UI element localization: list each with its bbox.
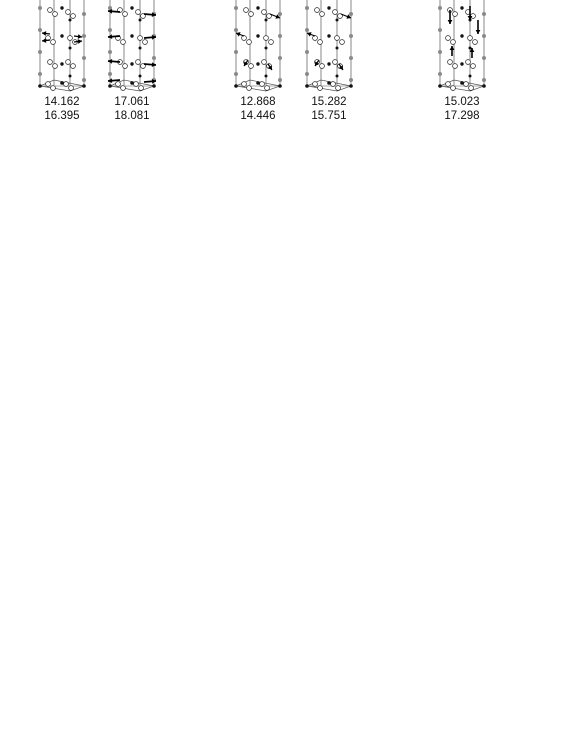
p5-inner-atom-1	[469, 47, 472, 50]
p1-arrow-left-0-head	[42, 31, 46, 36]
p2-open-atom-b-2	[121, 40, 126, 45]
p3-open-atom-b-0	[249, 12, 254, 17]
p3-base-atom-1	[278, 84, 282, 88]
freq-label-p5-top: 15.023	[444, 96, 480, 108]
p2-base-atom-0	[108, 84, 112, 88]
p4-side-atom-1-0	[349, 12, 353, 16]
p4-base-atom-2	[327, 81, 331, 85]
p2-center-atom-1	[130, 34, 133, 37]
p4-side-atom-0-2	[305, 50, 309, 54]
p1-open-atom-a-6	[46, 82, 51, 87]
p3-side-atom-1-1	[278, 34, 282, 38]
p4-side-atom-0-1	[305, 28, 309, 32]
p1-arrow-right-1-head	[78, 39, 82, 44]
p3-center-atom-2	[256, 62, 259, 65]
p4-side-atom-1-3	[349, 78, 353, 82]
p4-inner-atom-0	[336, 19, 339, 22]
p4-open-atom-a-3	[335, 36, 340, 41]
p4-side-atom-1-2	[349, 56, 353, 60]
p3-open-atom-a-2	[242, 36, 247, 41]
p2-side-atom-0-1	[108, 28, 112, 32]
p5-base-atom-0	[438, 84, 442, 88]
phonon-mode-figure	[0, 0, 581, 130]
freq-label-p5-bottom: 17.298	[444, 110, 480, 122]
p3-side-atom-0-2	[234, 50, 238, 54]
p5-open-atom-b-7	[469, 86, 474, 91]
p1-open-atom-a-4	[48, 60, 53, 65]
p1-inner-atom-0	[69, 19, 72, 22]
p4-center-atom-0	[327, 6, 330, 9]
p4-side-atom-0-3	[305, 72, 309, 76]
p2-open-atom-a-1	[136, 10, 141, 15]
p2-open-atom-b-4	[123, 64, 128, 69]
p1-inner-atom-2	[69, 75, 72, 78]
p5-center-atom-1	[460, 34, 463, 37]
p5-open-atom-a-5	[466, 60, 471, 65]
p4-open-atom-b-7	[336, 86, 341, 91]
p3-center-atom-1	[256, 34, 259, 37]
p5-base-atom-2	[460, 81, 464, 85]
p1-open-atom-a-0	[48, 8, 53, 13]
p3-inner-atom-1	[265, 47, 268, 50]
p5-inner-atom-2	[469, 75, 472, 78]
p2-inner-atom-2	[139, 75, 142, 78]
freq-label-p4-top: 15.282	[311, 96, 347, 108]
p1-base-atom-0	[38, 84, 42, 88]
p1-side-atom-1-2	[82, 56, 86, 60]
p3-inner-atom-0	[265, 19, 268, 22]
p1-open-atom-a-1	[66, 10, 71, 15]
p4-open-atom-a-1	[333, 10, 338, 15]
p2-base-atom-1	[152, 84, 156, 88]
p1-side-atom-0-3	[38, 72, 42, 76]
p3-side-atom-1-0	[278, 12, 282, 16]
p4-side-atom-0-0	[305, 6, 309, 10]
p4-open-atom-b-3	[340, 40, 345, 45]
p5-open-atom-b-6	[451, 86, 456, 91]
p5-open-atom-b-0	[453, 12, 458, 17]
p3-open-atom-a-0	[244, 8, 249, 13]
p2-side-atom-0-3	[108, 72, 112, 76]
p2-center-atom-2	[130, 62, 133, 65]
freq-label-p1-bottom: 16.395	[44, 110, 80, 122]
p2-open-atom-b-3	[143, 40, 148, 45]
p3-side-atom-1-2	[278, 56, 282, 60]
p1-side-atom-1-0	[82, 12, 86, 16]
freq-label-p4-bottom: 15.751	[311, 110, 347, 122]
p3-open-atom-b-4	[249, 64, 254, 69]
p4-open-atom-b-4	[320, 64, 325, 69]
p2-inner-atom-0	[139, 19, 142, 22]
p4-open-atom-b-6	[318, 86, 323, 91]
p4-open-atom-a-0	[315, 8, 320, 13]
p1-inner-atom-1	[69, 47, 72, 50]
p4-center-atom-1	[327, 34, 330, 37]
p1-center-atom-2	[60, 62, 63, 65]
p5-open-atom-a-7	[464, 82, 469, 87]
p4-base-atom-0	[305, 84, 309, 88]
p5-center-atom-2	[460, 62, 463, 65]
p1-side-atom-0-1	[38, 28, 42, 32]
p5-arrow-vert-0-head	[448, 20, 453, 24]
p5-open-atom-b-4	[453, 64, 458, 69]
p4-open-atom-b-0	[320, 12, 325, 17]
p4-open-atom-a-5	[333, 60, 338, 65]
p1-side-atom-1-3	[82, 78, 86, 82]
p5-side-atom-0-1	[438, 28, 442, 32]
p2-open-atom-b-6	[121, 86, 126, 91]
p3-open-atom-a-3	[264, 36, 269, 41]
p2-open-atom-a-7	[134, 82, 139, 87]
freq-label-p1-top: 14.162	[44, 96, 80, 108]
freq-label-p2-bottom: 18.081	[114, 110, 150, 122]
p3-open-atom-b-2	[247, 40, 252, 45]
p2-open-atom-a-6	[116, 82, 121, 87]
p4-open-atom-a-2	[313, 36, 318, 41]
p3-open-atom-b-6	[247, 86, 252, 91]
p1-center-atom-0	[60, 6, 63, 9]
p5-arrow-vert-4-head	[476, 30, 481, 34]
p1-open-atom-b-7	[69, 86, 74, 91]
p4-inner-atom-1	[336, 47, 339, 50]
p4-center-atom-2	[327, 62, 330, 65]
p5-open-atom-b-5	[471, 64, 476, 69]
p5-center-atom-0	[460, 6, 463, 9]
freq-label-p3-bottom: 14.446	[240, 110, 276, 122]
p1-base-atom-1	[82, 84, 86, 88]
p2-open-atom-b-0	[123, 12, 128, 17]
p5-side-atom-1-1	[482, 34, 486, 38]
p1-side-atom-0-0	[38, 6, 42, 10]
p5-open-atom-a-6	[446, 82, 451, 87]
p5-open-atom-a-3	[468, 36, 473, 41]
p4-open-atom-a-7	[331, 82, 336, 87]
p5-side-atom-1-0	[482, 12, 486, 16]
p2-open-atom-b-7	[139, 86, 144, 91]
p5-open-atom-b-2	[451, 40, 456, 45]
p4-side-atom-1-1	[349, 34, 353, 38]
p3-side-atom-0-1	[234, 28, 238, 32]
p1-open-atom-b-6	[51, 86, 56, 91]
p1-side-atom-0-2	[38, 50, 42, 54]
p5-side-atom-0-0	[438, 6, 442, 10]
p1-open-atom-b-5	[71, 64, 76, 69]
p5-side-atom-0-3	[438, 72, 442, 76]
p2-open-atom-a-5	[136, 60, 141, 65]
p5-side-atom-0-2	[438, 50, 442, 54]
p1-open-atom-b-4	[53, 64, 58, 69]
p4-base-atom-1	[349, 84, 353, 88]
p2-side-atom-0-2	[108, 50, 112, 54]
p2-base-atom-2	[130, 81, 134, 85]
p3-base-atom-2	[256, 81, 260, 85]
p3-side-atom-0-0	[234, 6, 238, 10]
p5-open-atom-b-3	[473, 40, 478, 45]
p3-center-atom-0	[256, 6, 259, 9]
p1-open-atom-a-7	[64, 82, 69, 87]
p3-side-atom-0-3	[234, 72, 238, 76]
p1-center-atom-1	[60, 34, 63, 37]
p2-open-atom-a-3	[138, 36, 143, 41]
p1-arrow-right-0-head	[78, 34, 82, 39]
p1-open-atom-b-0	[53, 12, 58, 17]
p5-base-atom-1	[482, 84, 486, 88]
p1-open-atom-a-3	[68, 36, 73, 41]
p1-open-atom-b-2	[51, 40, 56, 45]
freq-label-p3-top: 12.868	[240, 96, 276, 108]
p3-open-atom-a-6	[242, 82, 247, 87]
crystal-cells-drawing	[0, 0, 581, 100]
p5-side-atom-1-3	[482, 78, 486, 82]
p3-open-atom-b-7	[265, 86, 270, 91]
p1-side-atom-1-1	[82, 34, 86, 38]
p5-side-atom-1-2	[482, 56, 486, 60]
p1-arrow-left-1-head	[42, 38, 46, 43]
p1-open-atom-a-5	[66, 60, 71, 65]
p3-inner-atom-2	[265, 75, 268, 78]
p3-open-atom-a-5	[262, 60, 267, 65]
p4-open-atom-b-2	[318, 40, 323, 45]
p4-open-atom-a-6	[313, 82, 318, 87]
p2-inner-atom-1	[139, 47, 142, 50]
p3-open-atom-a-7	[260, 82, 265, 87]
p1-base-atom-2	[60, 81, 64, 85]
p3-base-atom-0	[234, 84, 238, 88]
p3-open-atom-b-3	[269, 40, 274, 45]
p3-open-atom-a-1	[262, 10, 267, 15]
p5-open-atom-a-4	[448, 60, 453, 65]
p3-side-atom-1-3	[278, 78, 282, 82]
p4-inner-atom-2	[336, 75, 339, 78]
p1-open-atom-b-1	[71, 14, 76, 19]
p5-open-atom-a-2	[446, 36, 451, 41]
freq-label-p2-top: 17.061	[114, 96, 150, 108]
p2-side-atom-1-2	[152, 56, 156, 60]
p2-center-atom-0	[130, 6, 133, 9]
